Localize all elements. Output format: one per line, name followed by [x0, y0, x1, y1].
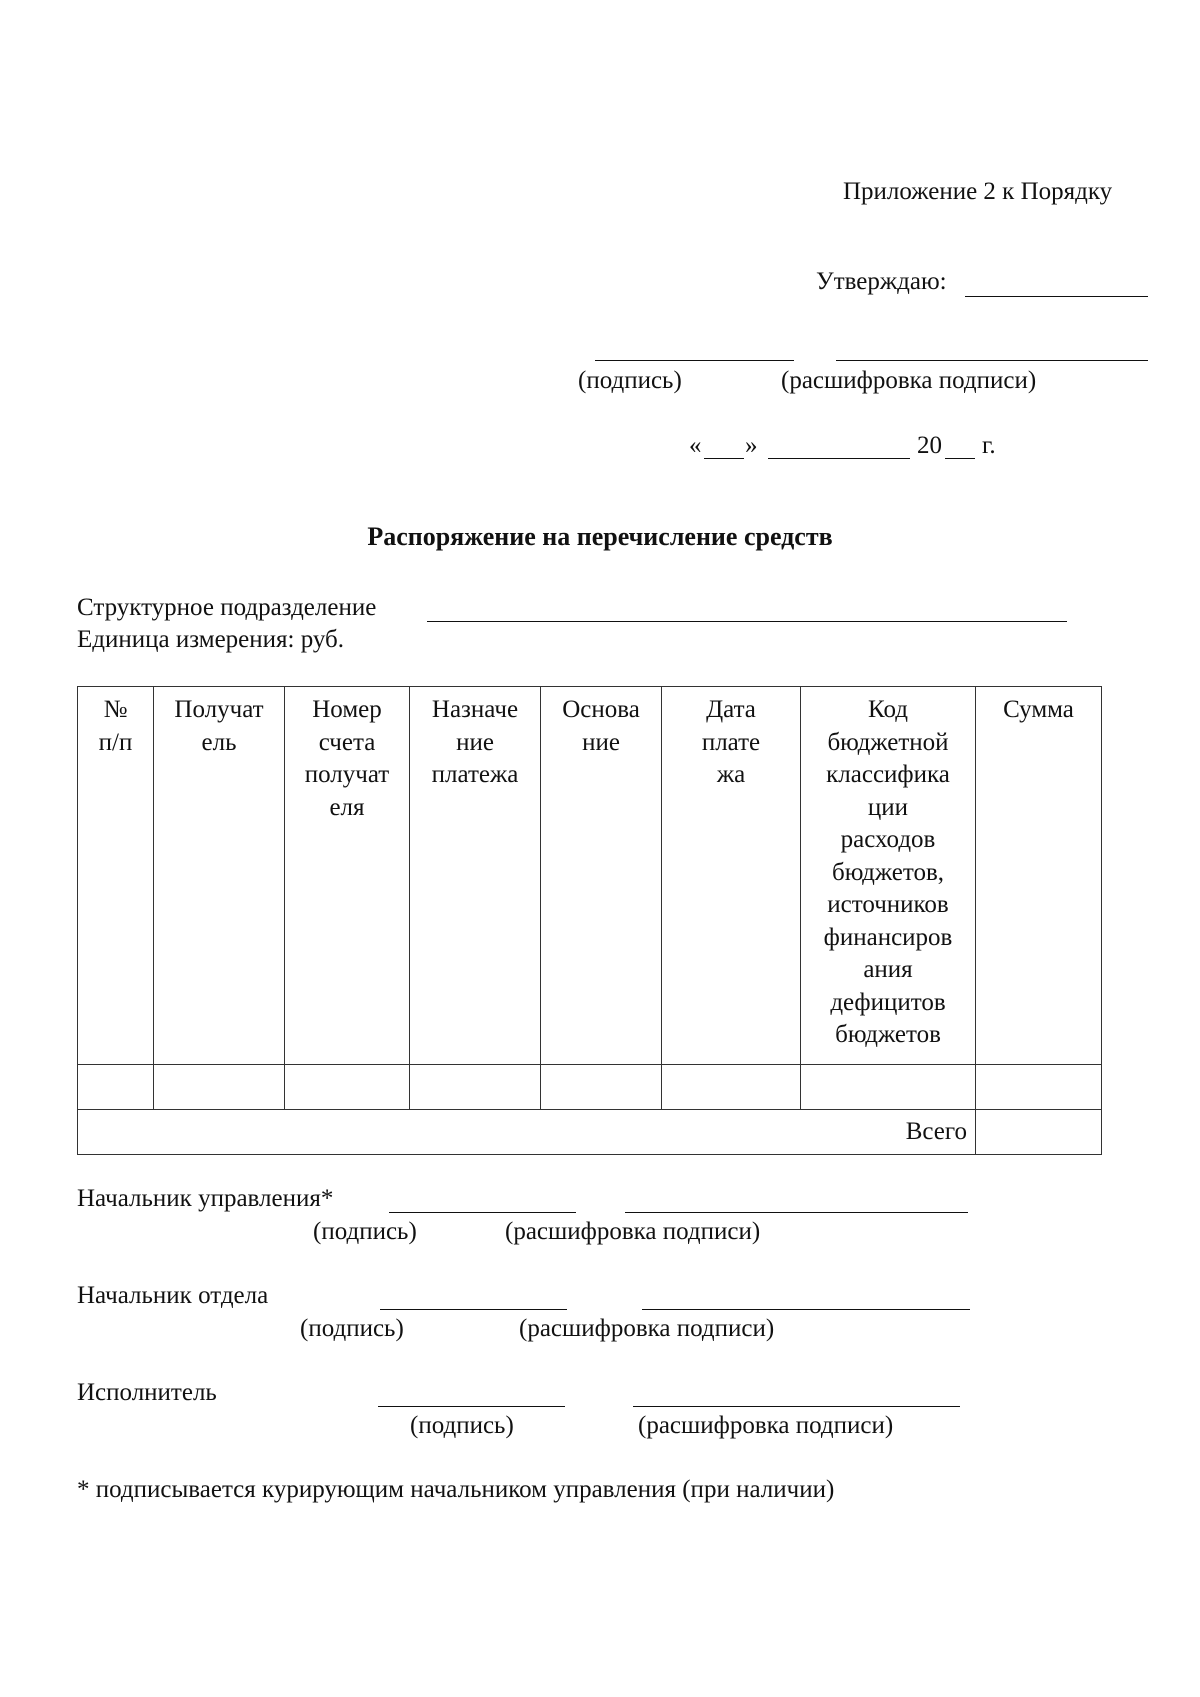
date-year-line	[945, 458, 975, 459]
header-cell-account: Номер счета получат еля	[285, 687, 410, 1065]
executor-signature-caption: (подпись)	[410, 1412, 514, 1439]
signature-role-executor: Исполнитель	[77, 1379, 217, 1406]
table-cell[interactable]	[541, 1065, 662, 1110]
header-cell-date: Дата плате жа	[662, 687, 801, 1065]
structural-unit-line	[427, 621, 1067, 622]
date-open-quote: «	[689, 432, 702, 459]
date-day-line	[704, 458, 744, 459]
head-of-section-signature-caption: (подпись)	[300, 1315, 404, 1342]
head-of-section-decoding-line	[642, 1309, 970, 1310]
table-total-row	[78, 1110, 1102, 1155]
table-cell[interactable]	[154, 1065, 285, 1110]
approve-label: Утверждаю:	[816, 268, 947, 295]
approver-decoding-line	[836, 360, 1148, 361]
table-cell[interactable]	[976, 1065, 1102, 1110]
header-cell-purpose: Назначе ние платежа	[410, 687, 541, 1065]
head-of-section-decoding-caption: (расшифровка подписи)	[519, 1315, 775, 1342]
appendix-note: Приложение 2 к Порядку	[843, 178, 1113, 205]
header-cell-basis: Основа ние	[541, 687, 662, 1065]
executor-decoding-caption: (расшифровка подписи)	[638, 1412, 894, 1439]
head-of-section-signature-line	[380, 1309, 567, 1310]
date-year-prefix: 20	[917, 432, 942, 459]
total-amount-cell[interactable]	[976, 1110, 1102, 1155]
executor-signature-line	[378, 1406, 565, 1407]
head-of-department-decoding-line	[625, 1212, 968, 1213]
table-cell[interactable]	[78, 1065, 154, 1110]
approve-signature-line	[965, 296, 1148, 297]
head-of-department-signature-line	[389, 1212, 576, 1213]
executor-decoding-line	[633, 1406, 960, 1407]
measure-unit-label: Единица измерения: руб.	[77, 626, 345, 653]
header-cell-budget-code: Код бюджетной классифика ции расходов бюджетов, источников финансиров ания дефицитов бюджетов	[801, 687, 976, 1065]
date-close-quote: »	[745, 432, 758, 459]
header-cell-recipient: Получат ель	[154, 687, 285, 1065]
structural-unit-label: Структурное подразделение	[77, 594, 377, 621]
table-cell[interactable]	[662, 1065, 801, 1110]
head-of-department-signature-caption: (подпись)	[313, 1218, 417, 1245]
document-title: Распоряжение на перечисление средств	[367, 522, 833, 551]
table-cell[interactable]	[801, 1065, 976, 1110]
head-of-department-decoding-caption: (расшифровка подписи)	[505, 1218, 761, 1245]
table-cell[interactable]	[410, 1065, 541, 1110]
table-cell[interactable]	[285, 1065, 410, 1110]
approver-signature-caption: (подпись)	[578, 367, 682, 394]
table-row	[78, 1065, 1102, 1110]
signature-role-head-of-department: Начальник управления*	[77, 1185, 334, 1212]
date-year-suffix: г.	[982, 432, 996, 459]
approver-decoding-caption: (расшифровка подписи)	[781, 367, 1037, 394]
header-cell-amount: Сумма	[976, 687, 1102, 1065]
footnote: * подписывается курирующим начальником управления (при наличии)	[77, 1476, 835, 1503]
signature-role-head-of-section: Начальник отдела	[77, 1282, 269, 1309]
date-month-line	[768, 458, 910, 459]
total-label: Всего	[78, 1110, 976, 1155]
approver-signature-line	[595, 360, 794, 361]
payment-table	[77, 686, 1102, 1155]
header-cell-number: № п/п	[78, 687, 154, 1065]
table-header-row	[78, 687, 1102, 1065]
